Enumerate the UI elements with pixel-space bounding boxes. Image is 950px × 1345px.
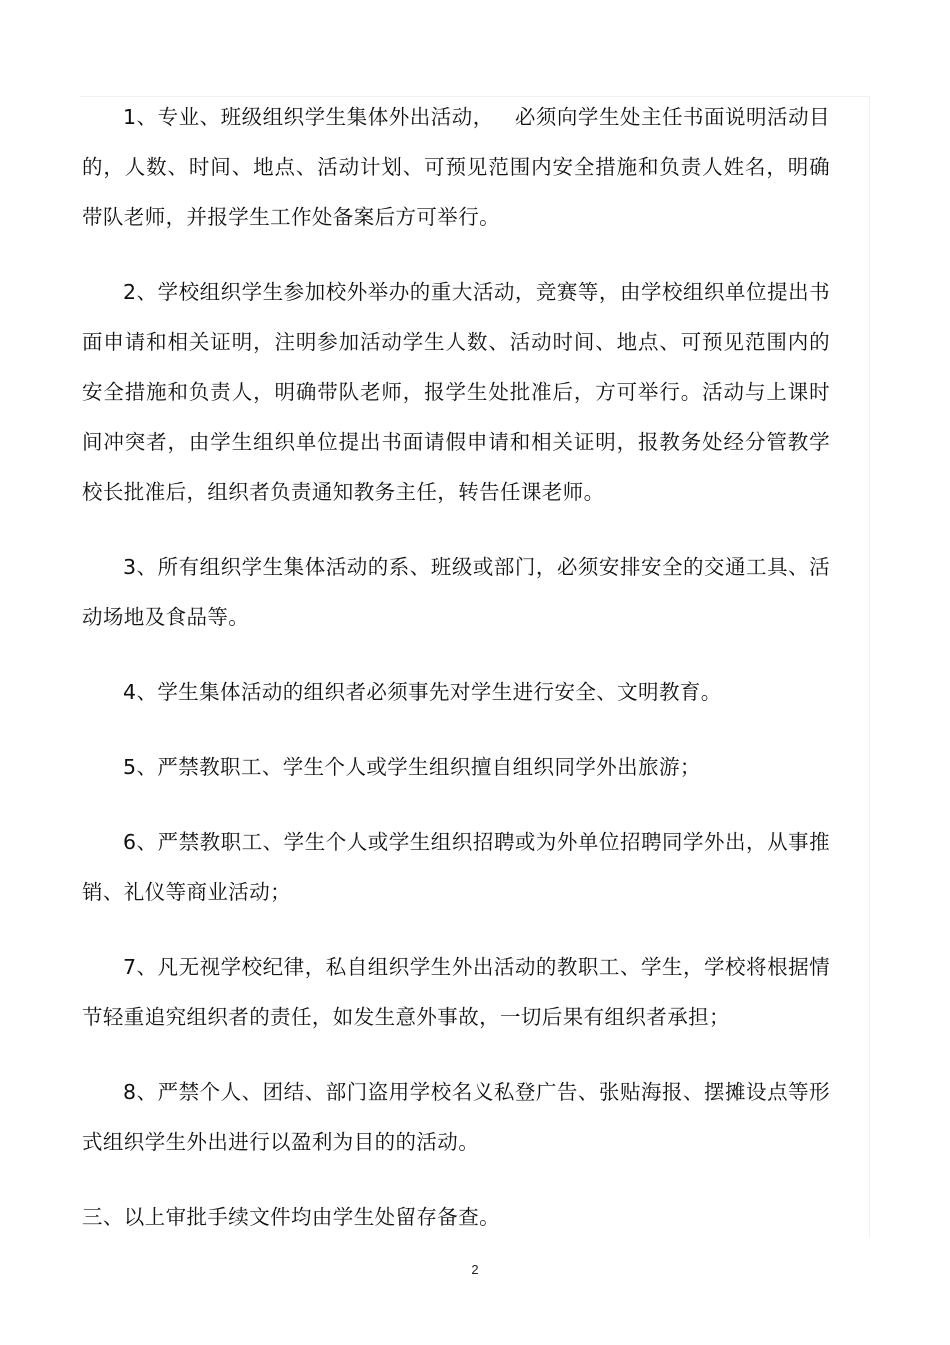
page-number: 2 [471,1262,479,1277]
paragraph-item-6: 6、严禁教职工、学生个人或学生组织招聘或为外单位招聘同学外出，从事推销、礼仪等商业活动； [82,830,830,904]
paragraph-item-2: 2、学校组织学生参加校外举办的重大活动，竞赛等，由学校组织单位提出书面申请和相关证明，注明参加活动学生人数、活动时间、地点、可预见范围内的安全措施和负责人，明确带队老师，报学生处批准后，方可举行。活动与上课时间冲突者，由学生组织单位提出书面请假申请和相关证明，报教务处经分管教学校长批准后，组织者负责通知教务主任，转告任课老师。 [82,280,830,504]
paragraph-item-7: 7、凡无视学校纪律，私自组织学生外出活动的教职工、学生，学校将根据情节轻重追究组织者的责任，如发生意外事故，一切后果有组织者承担； [82,955,830,1029]
paragraph-item-8: 8、严禁个人、团结、部门盗用学校名义私登广告、张贴海报、摆摊设点等形式组织学生外出进行以盈利为目的的活动。 [82,1080,830,1154]
paragraph-item-1: 1、专业、班级组织学生集体外出活动， 必须向学生处主任书面说明活动目的，人数、时间、地点、活动计划、可预见范围内安全措施和负责人姓名，明确带队老师，并报学生工作处备案后方可举行。 [82,105,830,229]
paragraph-item-3: 3、所有组织学生集体活动的系、班级或部门，必须安排安全的交通工具、活动场地及食品等。 [82,555,830,629]
paragraph-item-4: 4、学生集体活动的组织者必须事先对学生进行安全、文明教育。 [123,680,722,704]
page-right-rule [869,96,870,1238]
document-body [82,92,830,1242]
closing-paragraph: 三、以上审批手续文件均由学生处留存备查。 [82,1205,500,1229]
paragraph-item-5: 5、严禁教职工、学生个人或学生组织擅自组织同学外出旅游； [123,755,701,779]
